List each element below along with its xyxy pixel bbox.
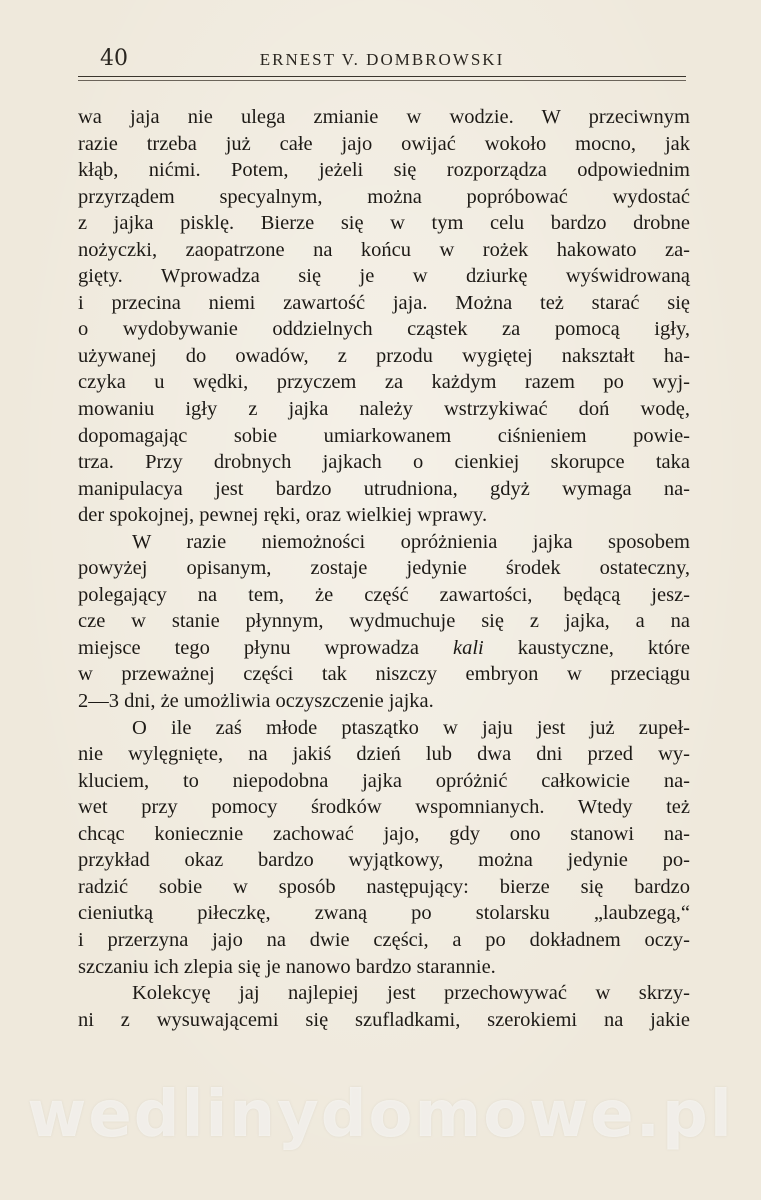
text-line: i przecina niemi zawartość jaja. Można też starać się [78,291,690,314]
text-run: kaustyczne, które [483,636,690,659]
italic-term: kali [452,636,484,659]
text-line: nie wylęgnięte, na jakiś dzień lub dwa dni przed wy- [78,743,690,766]
running-head-author: ERNEST V. DOMBROWSKI [259,50,505,69]
text-line: wa jaja nie ulega zmianie w wodzie. W przeciwnym [78,106,690,128]
header-rule-secondary [78,80,686,81]
page-number: 40 [100,46,128,71]
text-line: mowaniu igły z jajka należy wstrzykiwać doń wodę, [78,398,690,421]
text-line: Kolekcyę jaj najlepiej jest przechowywać w skrzy- [132,982,690,1005]
text-line: chcąc koniecznie zachować jajo, gdy ono stanowi na- [78,822,690,845]
text-line: cze w stanie płynnym, wydmuchuje się z jajka, a na [78,610,690,633]
text-line: manipulacya jest bardzo utrudniona, gdyż wymaga na- [78,477,690,500]
text-line: i przerzyna jajo na dwie części, a po dokładnem oczy- [78,928,690,951]
text-run: miejsce tego płynu wprowadza [78,636,453,659]
text-line: czyka u wędki, przyczem za każdym razem po wyj- [78,371,690,394]
text-line: wet przy pomocy środków wspomnianych. Wtedy też [78,796,690,819]
header-rule [78,76,686,77]
text-line: O ile zaś młode ptaszątko w jaju jest już zupeł- [132,716,690,739]
running-head [78,42,686,72]
text-line: kłąb, nićmi. Potem, jeżeli się rozporządza odpowiednim [78,159,690,182]
text-line [78,635,690,662]
text-line: ni z wysuwającemi się szufladkami, szerokiemi na jakie [78,1008,690,1031]
text-line: cieniutką piłeczkę, zwaną po stolarsku „laubzegą,“ [78,902,690,925]
text-line: szczaniu ich zlepia się je nanowo bardzo starannie. [78,955,496,978]
text-line: 2—3 dni, że umożliwia oczyszczenie jajka. [78,690,434,713]
text-line: polegający na tem, że część zawartości, będącą jesz- [78,583,690,606]
text-line: der spokojnej, pewnej ręki, oraz wielkiej wprawy. [78,504,488,527]
text-line: radzić sobie w sposób następujący: bierze się bardzo [78,875,690,898]
body-text [78,104,690,1033]
text-line: razie trzeba już całe jajo owijać wokoło mocno, jak [78,132,690,155]
text-line: z jajka pisklę. Bierze się w tym celu bardzo drobne [78,212,690,235]
text-line: dopomagając sobie umiarkowanem ciśnieniem powie- [78,424,690,447]
text-line: przykład okaz bardzo wyjątkowy, można jedynie po- [78,849,690,872]
text-line: używanej do owadów, z przodu wygiętej nakształt ha- [78,344,690,367]
text-line: kluciem, to niepodobna jajka opróżnić całkowicie na- [78,769,690,792]
text-line: o wydobywanie oddzielnych cząstek za pomocą igły, [78,318,690,341]
text-line: przyrządem specyalnym, można popróbować wydostać [78,185,690,208]
text-line: nożyczki, zaopatrzone na końcu w rożek hakowato za- [78,238,690,261]
text-line: w przeważnej części tak niszczy embryon w przeciągu [78,663,690,686]
text-line: gięty. Wprowadza się je w dziurkę wyświdrowaną [78,265,690,288]
text-line: trza. Przy drobnych jajkach o cienkiej skorupce taka [78,451,690,474]
text-line: powyżej opisanym, zostaje jedynie środek ostateczny, [78,557,690,580]
watermark: wedlinydomowe.pl [27,1078,734,1152]
text-line: W razie niemożności opróżnienia jajka sposobem [132,530,690,553]
